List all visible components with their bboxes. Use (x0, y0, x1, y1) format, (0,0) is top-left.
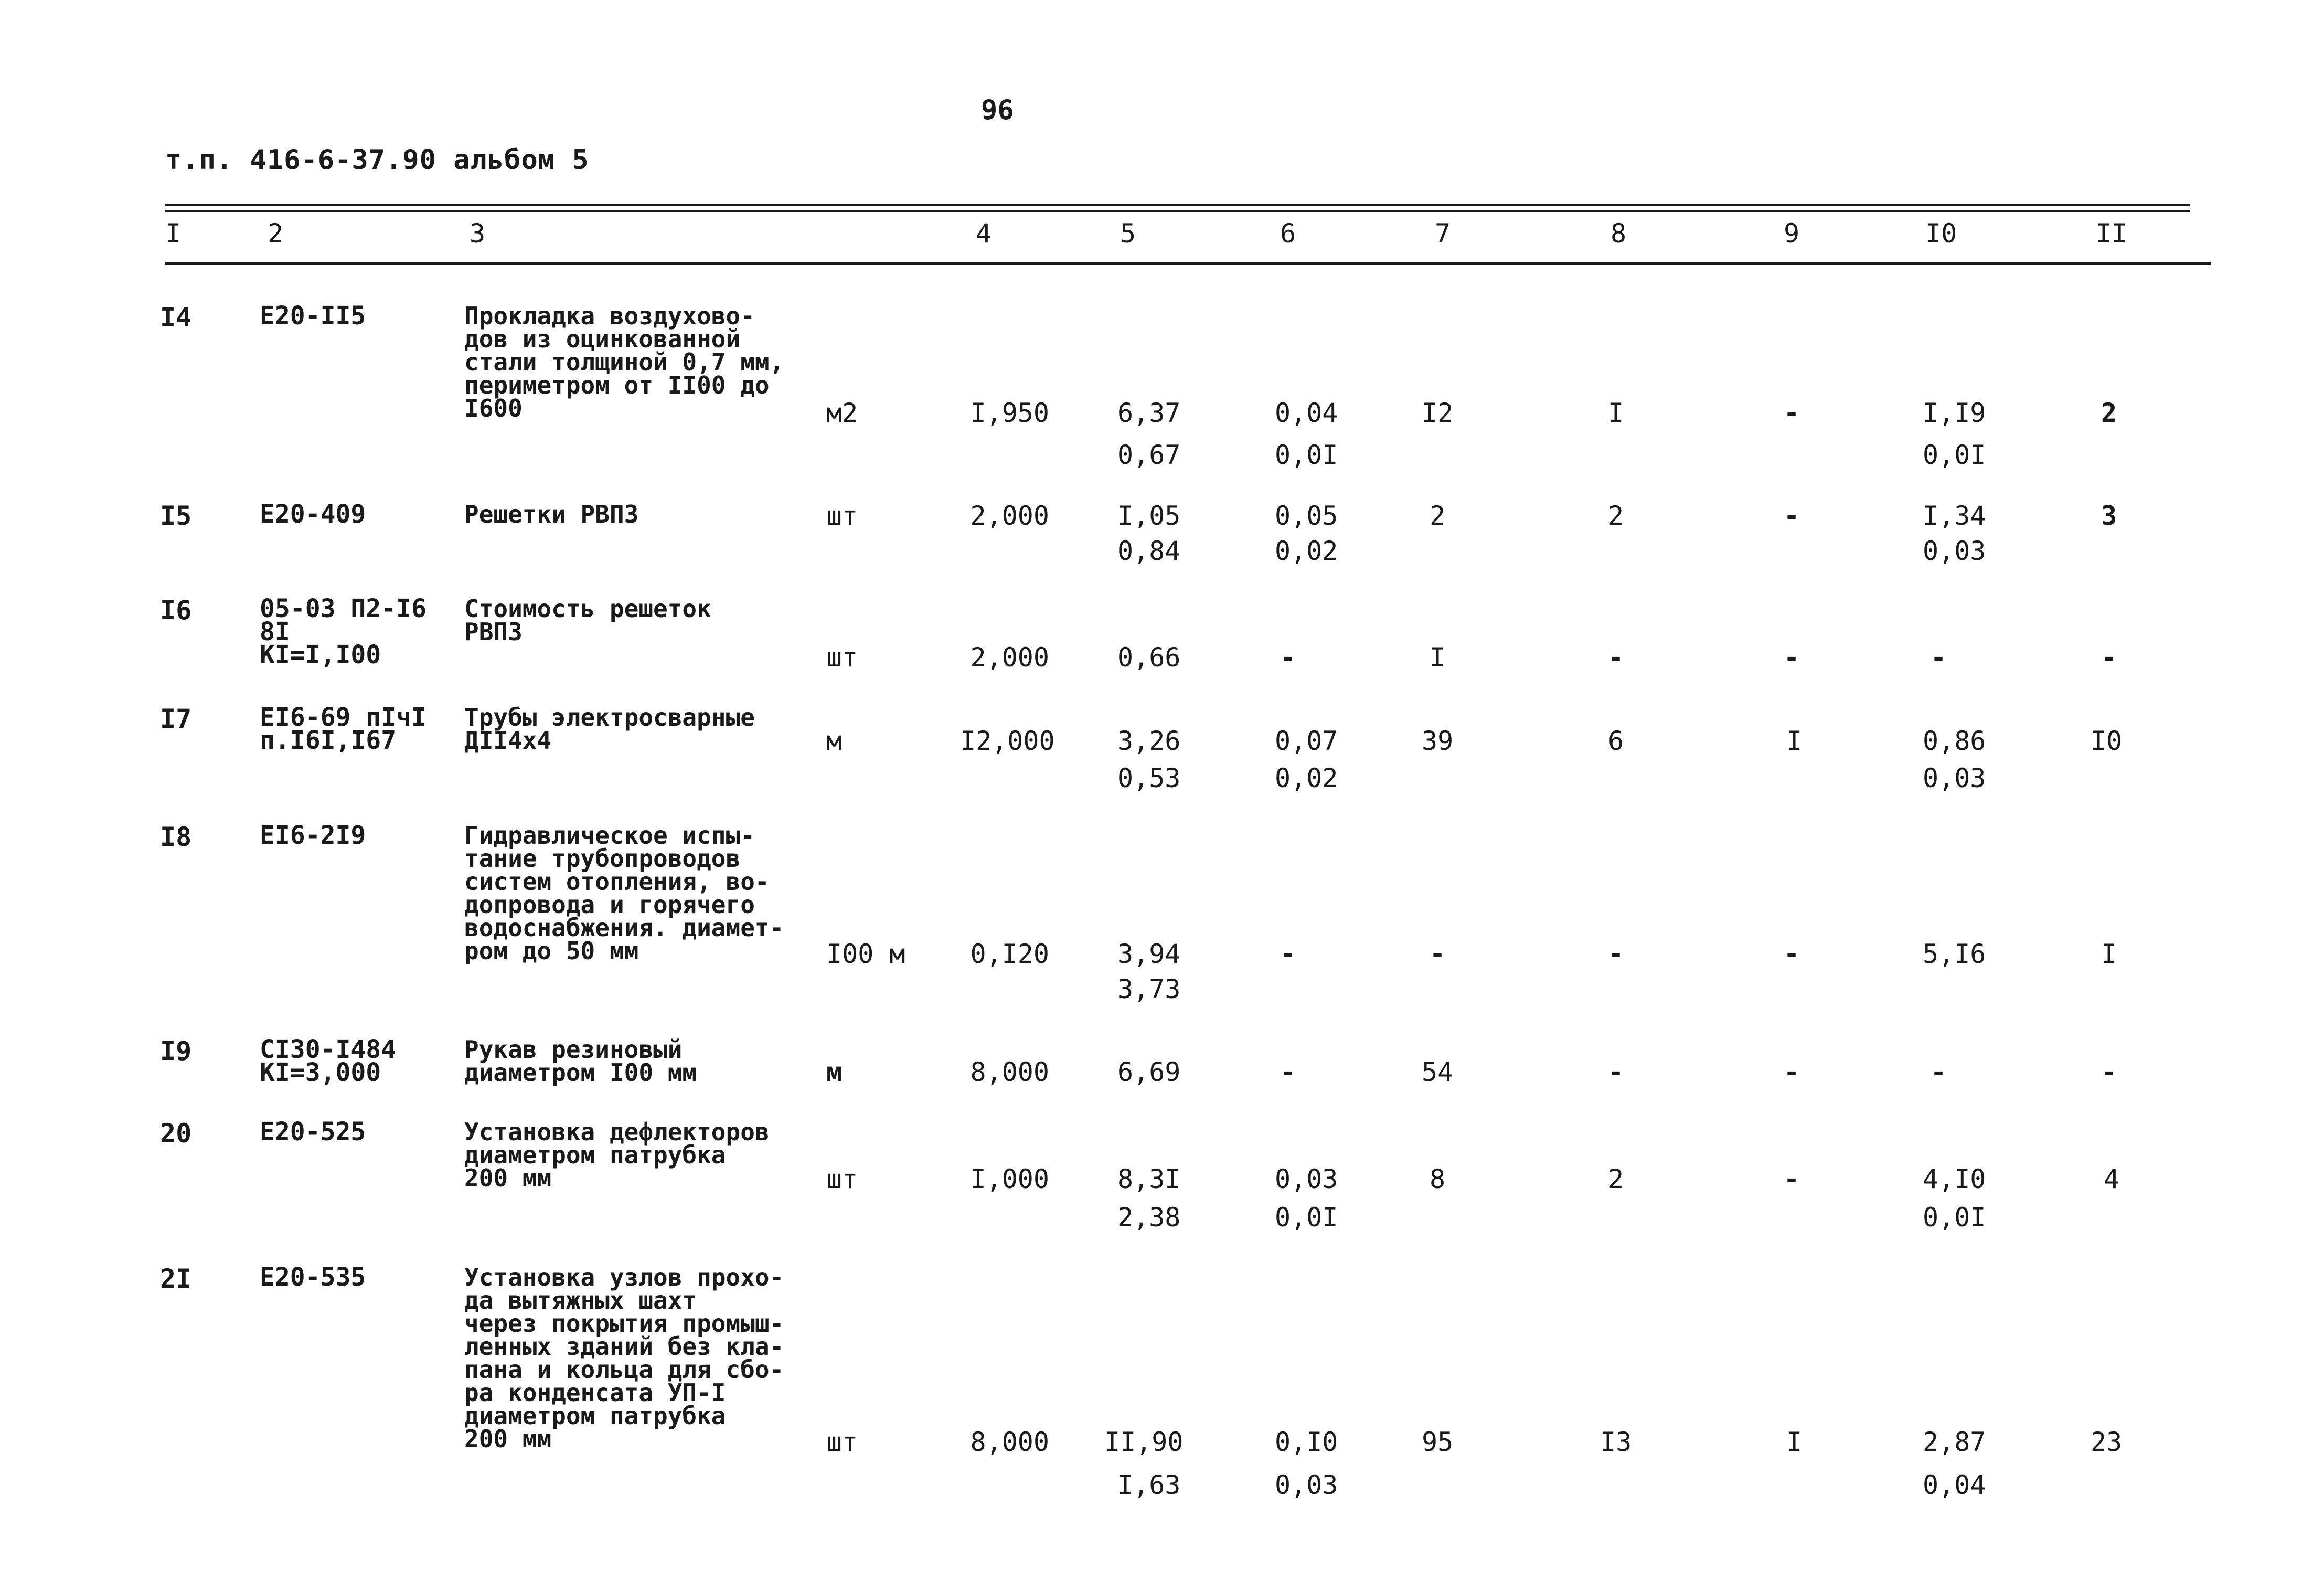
row-number: I4 (160, 302, 192, 333)
value-col9: - (1784, 1164, 1800, 1194)
quantity: 8,000 (970, 1057, 1049, 1087)
column-header-5: 5 (1120, 218, 1136, 249)
row-number: 2I (160, 1264, 192, 1294)
column-header-9: 9 (1784, 218, 1800, 249)
value-col6: - (1280, 939, 1296, 969)
value-col11: 3 (2101, 501, 2117, 531)
value-col9: I (1786, 726, 1803, 756)
value-col10: I,I9 (1923, 398, 1986, 428)
work-description: Рукав резиновый диаметром I00 мм (464, 1035, 697, 1087)
unit: м2 (826, 398, 858, 428)
value-col6: 0,03 (1275, 1164, 1338, 1194)
work-description: Установка дефлекторов диаметром патрубка 200 мм (464, 1118, 770, 1192)
row-number: I8 (160, 822, 192, 852)
column-header-2: 2 (268, 218, 284, 249)
value-col7: 39 (1422, 726, 1454, 756)
page-number: 96 (981, 94, 1014, 126)
value-col10-sub: 0,0I (1923, 1202, 1986, 1233)
value-col9: - (1784, 501, 1800, 531)
value-col6-sub: 0,02 (1275, 536, 1338, 566)
column-header-4: 4 (976, 218, 992, 249)
quantity: I2,000 (960, 726, 1055, 756)
value-col5: 0,66 (1117, 642, 1181, 673)
value-col5: 3,26 (1117, 726, 1181, 756)
value-col5: II,90 (1104, 1427, 1184, 1457)
value-col7: 95 (1422, 1427, 1454, 1457)
column-header-10: I0 (1925, 218, 1957, 249)
value-col11: - (2101, 1057, 2117, 1087)
norm-code: E20-409 (260, 500, 366, 529)
value-col9: - (1784, 642, 1800, 673)
quantity: I,000 (970, 1164, 1049, 1194)
value-col10-sub: 0,03 (1923, 536, 1986, 566)
value-col5-sub: 0,53 (1117, 763, 1181, 793)
norm-code: E20-535 (260, 1263, 366, 1292)
quantity: 2,000 (970, 642, 1049, 673)
value-col5: 3,94 (1117, 939, 1181, 969)
value-col10: 5,I6 (1923, 939, 1986, 969)
unit: м (826, 1057, 843, 1087)
value-col8: - (1608, 939, 1624, 969)
norm-code: 05-03 П2-I6 8I KI=I,I00 (260, 594, 427, 670)
value-col6: 0,07 (1275, 726, 1338, 756)
value-col5-sub: 0,84 (1117, 536, 1181, 566)
value-col8: 2 (1608, 501, 1624, 531)
norm-code: EI6-2I9 (260, 821, 366, 850)
unit: шт (826, 1164, 858, 1194)
value-col8: - (1608, 642, 1624, 673)
unit: шт (826, 501, 858, 531)
quantity: I,950 (970, 398, 1049, 428)
row-number: I5 (160, 501, 192, 531)
work-description: Стоимость решеток РВП3 (464, 595, 711, 646)
value-col10: - (1931, 642, 1947, 673)
value-col5: 6,69 (1117, 1057, 1181, 1087)
value-col10-sub: 0,0I (1923, 440, 1986, 470)
value-col11: 23 (2091, 1427, 2123, 1457)
value-col5-sub: 0,67 (1117, 440, 1181, 470)
work-description: Прокладка воздухово- дов из оцинкованной стали толщиной 0,7 мм, периметром от II00 до I600 (464, 302, 784, 422)
value-col7: 54 (1422, 1057, 1454, 1087)
norm-code: EI6-69 пIчI п.I6I,I67 (260, 703, 427, 755)
value-col5: 6,37 (1117, 398, 1181, 428)
column-header-8: 8 (1611, 218, 1627, 249)
top-rule (165, 204, 2190, 206)
value-col10: 2,87 (1923, 1427, 1986, 1457)
value-col11: I (2101, 939, 2117, 969)
value-col7: 2 (1430, 501, 1446, 531)
value-col7: I2 (1422, 398, 1454, 428)
value-col9: - (1784, 398, 1800, 428)
value-col8: I (1608, 398, 1624, 428)
value-col11: 2 (2101, 398, 2117, 428)
value-col6-sub: 0,03 (1275, 1470, 1338, 1500)
row-number: I6 (160, 595, 192, 625)
value-col8: 6 (1608, 726, 1624, 756)
quantity: 8,000 (970, 1427, 1049, 1457)
value-col10-sub: 0,04 (1923, 1470, 1986, 1500)
column-header-3: 3 (470, 218, 486, 249)
row-number: 20 (160, 1118, 192, 1149)
value-col10: 0,86 (1923, 726, 1986, 756)
row-number: I9 (160, 1036, 192, 1066)
column-header-7: 7 (1435, 218, 1451, 249)
header-rule (165, 262, 2211, 265)
column-header-1: I (165, 218, 182, 249)
unit: шт (826, 1427, 858, 1457)
quantity: 0,I20 (970, 939, 1049, 969)
value-col7: - (1430, 939, 1446, 969)
value-col11: I0 (2091, 726, 2123, 756)
value-col6-sub: 0,0I (1275, 440, 1338, 470)
value-col5: I,05 (1117, 501, 1181, 531)
work-description: Гидравлическое испы- тание трубопроводов систем отопления, во- допровода и горячего водоснабжения. диамет- ром до 50 мм (464, 821, 784, 965)
value-col8: 2 (1608, 1164, 1624, 1194)
value-col7: 8 (1430, 1164, 1446, 1194)
column-header-11: II (2096, 218, 2128, 249)
norm-code: E20-525 (260, 1117, 366, 1147)
norm-code: CI30-I484 KI=3,000 (260, 1035, 397, 1087)
work-description: Трубы электросварные ДII4x4 (464, 703, 755, 755)
work-description: Установка узлов прохо- да вытяжных шахт через покрытия промыш- ленных зданий без кла- пана и кольца для сбо- ра конденсата УП-I диаметром патрубка 200 мм (464, 1263, 784, 1453)
top-rule-thin (165, 210, 2190, 212)
value-col9: I (1786, 1427, 1803, 1457)
value-col9: - (1784, 1057, 1800, 1087)
value-col10: I,34 (1923, 501, 1986, 531)
value-col5-sub: 3,73 (1117, 974, 1181, 1004)
value-col6-sub: 0,0I (1275, 1202, 1338, 1233)
value-col6: 0,04 (1275, 398, 1338, 428)
value-col10: 4,I0 (1923, 1164, 1986, 1194)
value-col6: 0,I0 (1275, 1427, 1338, 1457)
value-col10: - (1931, 1057, 1947, 1087)
value-col8: I3 (1600, 1427, 1632, 1457)
column-header-6: 6 (1280, 218, 1296, 249)
value-col6-sub: 0,02 (1275, 763, 1338, 793)
value-col6: - (1280, 642, 1296, 673)
quantity: 2,000 (970, 501, 1049, 531)
value-col5: 8,3I (1117, 1164, 1181, 1194)
value-col10-sub: 0,03 (1923, 763, 1986, 793)
value-col8: - (1608, 1057, 1624, 1087)
value-col11: - (2101, 642, 2117, 673)
norm-code: E20-II5 (260, 301, 366, 331)
unit: I00 м (826, 939, 905, 969)
value-col5-sub: 2,38 (1117, 1202, 1181, 1233)
unit: м (826, 726, 843, 756)
value-col6: - (1280, 1057, 1296, 1087)
row-number: I7 (160, 704, 192, 734)
value-col11: 4 (2104, 1164, 2120, 1194)
value-col6: 0,05 (1275, 501, 1338, 531)
value-col5-sub: I,63 (1117, 1470, 1181, 1500)
unit: шт (826, 642, 858, 673)
value-col7: I (1430, 642, 1446, 673)
document-header: т.п. 416-6-37.90 альбом 5 (165, 144, 589, 176)
value-col9: - (1784, 939, 1800, 969)
work-description: Решетки РВП3 (464, 500, 639, 528)
